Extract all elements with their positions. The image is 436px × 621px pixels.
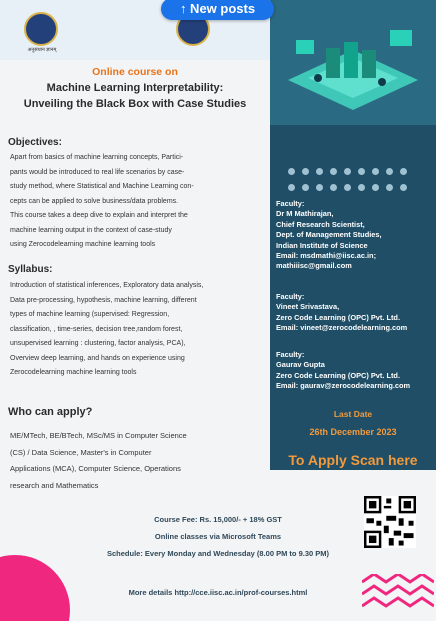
last-date-value: 26th December 2023 [309, 427, 397, 437]
syllabus-line: classification, , time-series, decision tree,random forest, [10, 325, 183, 333]
who-body [10, 428, 265, 494]
faculty-line: mathiiisc@gmail.com [276, 261, 352, 271]
last-date-label: Last Date [333, 409, 373, 419]
syllabus-line: Overview deep learning, and hands on experience using [10, 354, 185, 362]
faculty-label: Faculty: [276, 199, 305, 208]
class-mode: Online classes via Microsoft Teams [154, 532, 282, 541]
faculty-block-3 [276, 350, 436, 392]
objectives-line: cepts can be applied to solve business/data problems. [10, 197, 179, 205]
faculty-label: Faculty: [276, 350, 305, 359]
faculty-line: Email: gaurav@zerocodelearning.com [276, 381, 411, 391]
faculty-block-1 [276, 199, 436, 272]
who-heading: Who can apply? [8, 406, 93, 418]
syllabus-heading: Syllabus: [8, 264, 53, 275]
faculty-line: Zero Code Learning (OPC) Pvt. Ltd. [276, 370, 401, 380]
course-title-line2: Unveiling the Black Box with Case Studies [23, 98, 247, 110]
faculty-line: Vineet Srivastava, [276, 302, 340, 312]
objectives-line: study method, where Statistical and Machine Learning con- [10, 183, 194, 190]
faculty-line: Dr M Mathirajan, [276, 209, 334, 219]
decorative-dots-row1 [288, 162, 428, 170]
who-line: Applications (MCA), Computer Science, Operations [10, 464, 181, 473]
syllabus-line: Data pre-processing, hypothesis, machine learning, different [10, 296, 197, 304]
objectives-line: This course takes a deep dive to explain and interpret the [10, 212, 188, 219]
faculty-line: Email: msdmathi@iisc.ac.in; [276, 251, 377, 261]
faculty-block-2 [276, 292, 436, 334]
who-line: (CS) / Data Science, Master's in Computer [10, 447, 152, 457]
faculty-line: Dept. of Management Studies, [276, 230, 382, 240]
more-details-link[interactable]: More details http://cce.iisc.ac.in/prof-courses.html [128, 588, 308, 597]
pink-circle-decoration [0, 555, 70, 621]
data-center-illustration [278, 20, 428, 115]
faculty-line: Gaurav Gupta [276, 360, 325, 370]
faculty-line: Indian Institute of Science [276, 240, 368, 250]
objectives-line: Apart from basics of machine learning concepts, Partici- [10, 154, 184, 161]
iisc-logo [24, 12, 58, 46]
logo-caption-left: अनुसंधान ज्ञानम् [27, 47, 57, 53]
course-title-line1: Machine Learning Interpretability: [46, 82, 224, 94]
who-line: research and Mathematics [10, 480, 99, 490]
faculty-line: Email: vineet@zerocodelearning.com [276, 323, 408, 333]
syllabus-line: unsupervised learning : clustering, factor analysis, PCA), [10, 340, 186, 347]
decorative-dots-row2 [288, 178, 428, 186]
objectives-line: using Zerocodelearning machine learning tools [10, 241, 156, 248]
zigzag-decoration [362, 574, 434, 618]
who-line: ME/MTech, BE/BTech, MSc/MS in Computer Science [10, 431, 187, 440]
objectives-line: machine learning output in the context of case-study [10, 226, 172, 234]
syllabus-body [10, 279, 265, 381]
course-kicker: Online course on [92, 66, 178, 78]
faculty-line: Chief Research Scientist, [276, 219, 365, 229]
faculty-line: Zero Code Learning (OPC) Pvt. Ltd. [276, 312, 401, 322]
syllabus-line: Zerocodelearning machine learning tools [10, 369, 137, 376]
objectives-line: pants would be introduced to real life scenarios by case- [10, 168, 185, 176]
new-posts-button[interactable]: ↑ New posts [161, 0, 274, 20]
syllabus-line: types of machine learning (supervised: Regression, [10, 311, 170, 318]
class-schedule: Schedule: Every Monday and Wednesday (8.00 PM to 9.30 PM) [106, 549, 329, 558]
apply-scan-label: To Apply Scan here [288, 452, 418, 468]
faculty-label: Faculty: [276, 292, 305, 301]
course-fee: Course Fee: Rs. 15,000/- + 18% GST [154, 515, 282, 524]
syllabus-line: Introduction of statistical inferences, Exploratory data analysis, [10, 282, 204, 289]
objectives-heading: Objectives: [8, 137, 62, 148]
objectives-body [10, 151, 265, 253]
